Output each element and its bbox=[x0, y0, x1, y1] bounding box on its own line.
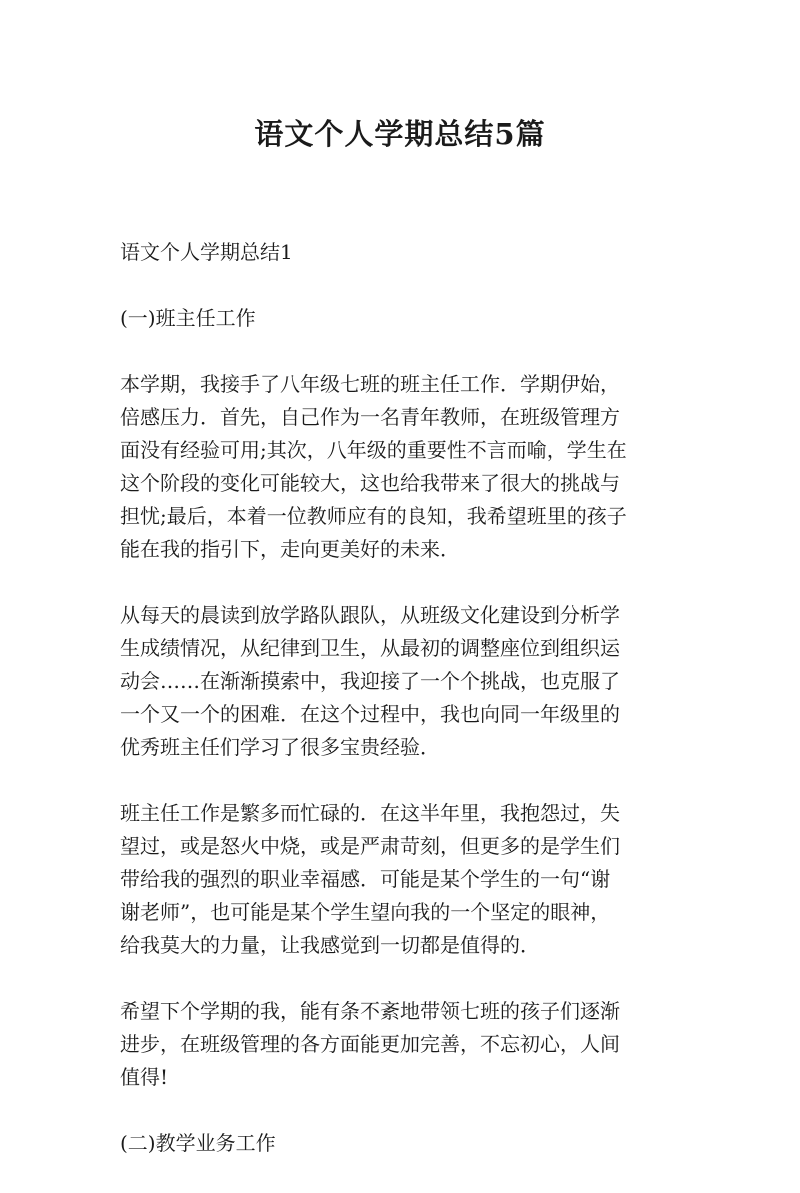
paragraph bbox=[120, 995, 680, 1094]
paragraph bbox=[120, 599, 680, 764]
text-line: 生成绩情况，从纪律到卫生，从最初的调整座位到组织运 bbox=[120, 636, 620, 660]
text-line: 进步，在班级管理的各方面能更加完善，不忘初心，人间 bbox=[120, 1032, 620, 1056]
text-line: 面没有经验可用;其次，八年级的重要性不言而喻，学生在 bbox=[120, 438, 627, 462]
subsection-heading bbox=[120, 1127, 680, 1160]
text-line: 动会……在渐渐摸索中，我迎接了一个个挑战，也克服了 bbox=[120, 669, 620, 693]
text-line: 能在我的指引下，走向更美好的未来． bbox=[120, 537, 460, 561]
text-line: 担忧;最后，本着一位教师应有的良知，我希望班里的孩子 bbox=[120, 504, 627, 528]
document-title: 语文个人学期总结5篇 bbox=[254, 117, 546, 151]
text-line: 带给我的强烈的职业幸福感．可能是某个学生的一句“谢 bbox=[120, 867, 611, 891]
text-line: 希望下个学期的我，能有条不紊地带领七班的孩子们逐渐 bbox=[120, 999, 620, 1023]
subsection-heading bbox=[120, 302, 680, 335]
text-line: 这个阶段的变化可能较大，这也给我带来了很大的挑战与 bbox=[120, 471, 620, 495]
text-line: 班主任工作是繁多而忙碌的．在这半年里，我抱怨过，失 bbox=[120, 801, 620, 825]
section-heading bbox=[120, 236, 680, 269]
text-line: 语文个人学期总结1 bbox=[120, 240, 293, 264]
paragraph bbox=[120, 797, 680, 962]
text-line: 本学期，我接手了八年级七班的班主任工作．学期伊始， bbox=[120, 372, 620, 396]
text-line: (一)班主任工作 bbox=[120, 306, 256, 330]
text-line: (二)教学业务工作 bbox=[120, 1131, 276, 1155]
text-line: 一个又一个的困难．在这个过程中，我也向同一年级里的 bbox=[120, 702, 620, 726]
text-line: 倍感压力．首先，自己作为一名青年教师，在班级管理方 bbox=[120, 405, 620, 429]
text-line: 谢老师”，也可能是某个学生望向我的一个坚定的眼神， bbox=[120, 900, 611, 924]
text-line: 优秀班主任们学习了很多宝贵经验． bbox=[120, 735, 440, 759]
document-body bbox=[120, 236, 680, 1193]
text-line: 给我莫大的力量，让我感觉到一切都是值得的． bbox=[120, 933, 540, 957]
text-line: 从每天的晨读到放学路队跟队，从班级文化建设到分析学 bbox=[120, 603, 620, 627]
text-line: 值得! bbox=[120, 1065, 169, 1089]
paragraph bbox=[120, 368, 680, 566]
text-line: 望过，或是怒火中烧，或是严肃苛刻，但更多的是学生们 bbox=[120, 834, 620, 858]
